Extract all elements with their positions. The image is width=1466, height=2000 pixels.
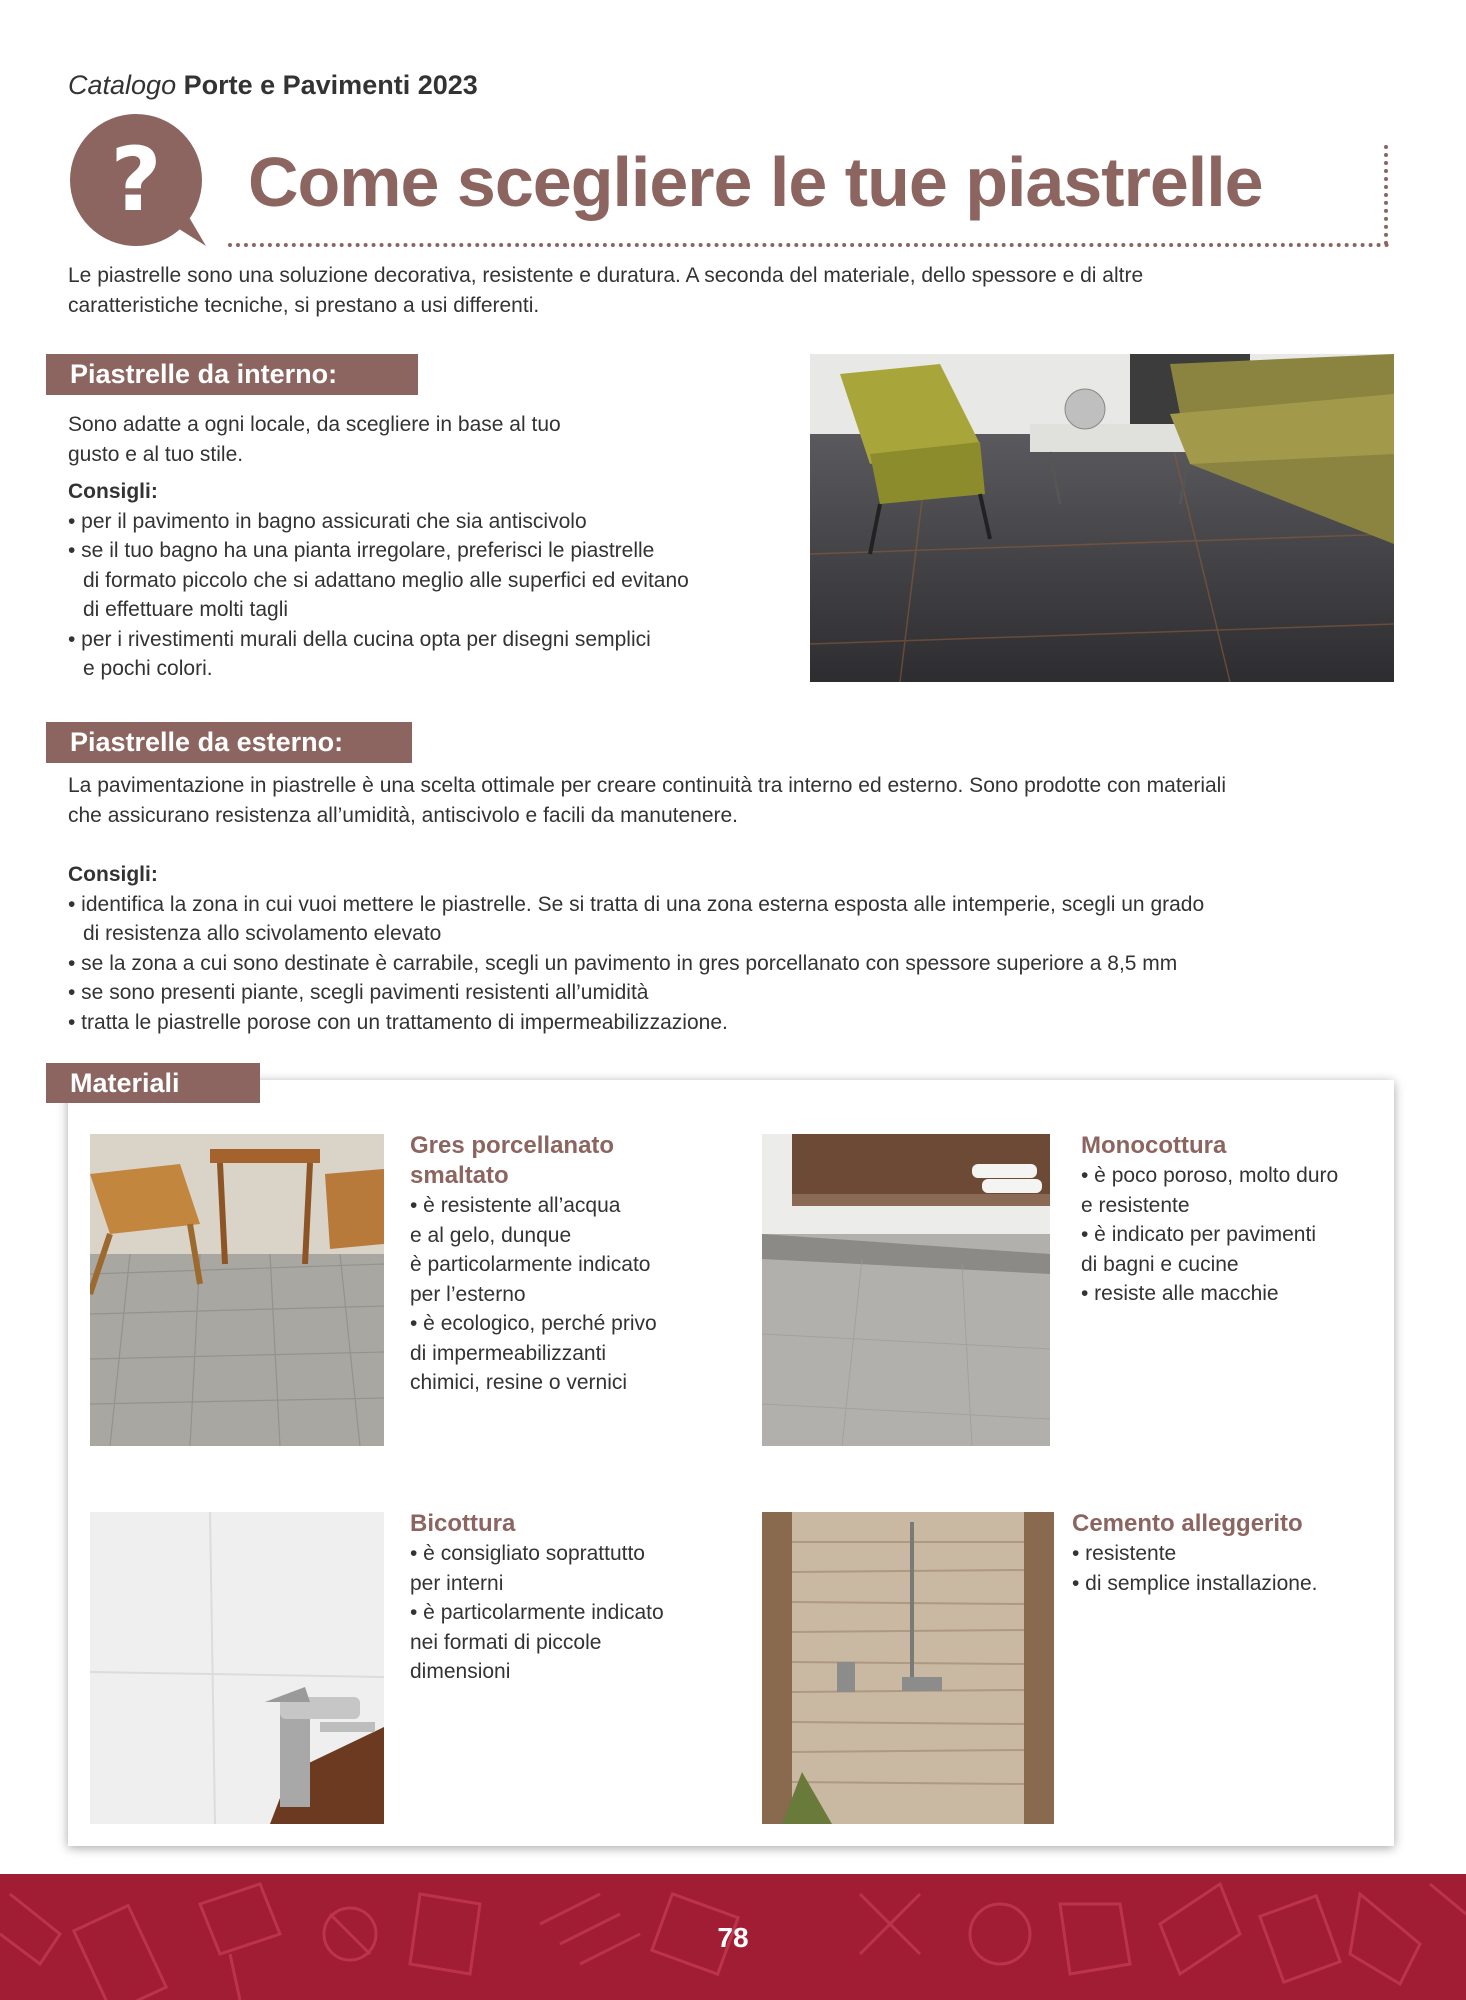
material-line: • di semplice installazione. (1072, 1571, 1318, 1595)
consigli-heading: Consigli: (68, 863, 158, 886)
interno-text (68, 410, 788, 684)
question-mark: ? (110, 128, 162, 231)
question-bubble-icon (68, 112, 208, 252)
material-line: • è poco poroso, molto duro (1081, 1164, 1339, 1187)
tip-line: • se la zona a cui sono destinate è carrabile, scegli un pavimento in gres porcellanato con spessore superiore a 8,5 mm (68, 951, 1178, 975)
living-room-tile-photo (810, 354, 1394, 682)
cemento-alleggerito-photo (762, 1512, 1054, 1824)
intro-text (68, 261, 1388, 321)
material-line: dimensioni (410, 1660, 511, 1683)
section-label-interno: Piastrelle da interno: (46, 354, 418, 394)
section-rule (46, 761, 412, 763)
tip-line: di effettuare molti tagli (83, 598, 289, 621)
tip-line: • identifica la zona in cui vuoi mettere le piastrelle. Se si tratta di una zona esterna esposta alle intemperie, scegli un grado (68, 892, 1205, 916)
gres-porcellanato-photo (90, 1134, 384, 1446)
material-title-line: Bicottura (410, 1510, 516, 1537)
material-line: • resistente (1072, 1542, 1177, 1565)
tip-item (68, 949, 1398, 979)
section-label-esterno: Piastrelle da esterno: (46, 722, 412, 762)
material-desc-cemento (1072, 1539, 1317, 1598)
material-line: per l’esterno (410, 1282, 526, 1306)
material-line: è particolarmente indicato (410, 1253, 651, 1276)
esterno-text (68, 771, 1398, 1037)
material-line: • è particolarmente indicato (410, 1601, 664, 1624)
material-line: nei formati di piccole (410, 1630, 602, 1654)
material-line: chimici, resine o vernici (410, 1371, 628, 1394)
interno-desc: gusto e al tuo stile. (68, 442, 244, 466)
catalog-prefix: Catalogo (68, 70, 177, 100)
tip-line: e pochi colori. (83, 657, 213, 680)
section-rule (46, 393, 418, 395)
section-label-materiali: Materiali (46, 1063, 260, 1103)
esterno-desc: che assicurano resistenza all’umidità, antiscivolo e facili da manutenere. (68, 803, 739, 827)
monocottura-photo (762, 1134, 1050, 1446)
material-desc-monocottura (1081, 1161, 1338, 1309)
page-title: Come scegliere le tue piastrelle (248, 143, 1263, 221)
tip-line: di resistenza allo scivolamento elevato (83, 922, 442, 945)
material-title-line: Gres porcellanato (410, 1132, 615, 1159)
material-title-bicottura (410, 1509, 515, 1539)
catalog-header (68, 70, 478, 101)
material-desc-bicottura (410, 1539, 664, 1687)
material-line: di impermeabilizzanti (410, 1341, 607, 1365)
material-title-line: Monocottura (1081, 1132, 1227, 1159)
bicottura-photo (90, 1512, 384, 1824)
material-title-gres (410, 1131, 614, 1191)
tip-item (68, 890, 1398, 949)
catalog-title: Porte e Pavimenti 2023 (183, 70, 478, 100)
intro-line: caratteristiche tecniche, si prestano a usi differenti. (68, 294, 540, 317)
material-title-line: Cemento alleggerito (1072, 1510, 1303, 1537)
material-line: e resistente (1081, 1193, 1190, 1217)
tip-line: • tratta le piastrelle porose con un trattamento di impermeabilizzazione. (68, 1010, 728, 1034)
material-line: per interni (410, 1571, 504, 1595)
material-title-line: smaltato (410, 1162, 509, 1189)
tip-item (68, 1008, 1398, 1038)
consigli-heading: Consigli: (68, 480, 158, 503)
esterno-desc: La pavimentazione in piastrelle è una scelta ottimale per creare continuità tra interno ed esterno. Sono prodotte con materiali (68, 774, 1227, 797)
material-line: • resiste alle macchie (1081, 1282, 1279, 1305)
material-line: di bagni e cucine (1081, 1252, 1239, 1276)
intro-line: Le piastrelle sono una soluzione decorativa, resistente e duratura. A seconda del materiale, dello spessore e di altre (68, 264, 1144, 287)
tip-item (68, 978, 1398, 1008)
material-desc-gres (410, 1191, 657, 1398)
tip-line: • se il tuo bagno ha una pianta irregolare, preferisci le piastrelle (68, 539, 655, 562)
page-number: 78 (717, 1922, 749, 1953)
tip-item (68, 625, 788, 684)
material-line: • è indicato per pavimenti (1081, 1223, 1316, 1246)
tip-line: di formato piccolo che si adattano meglio alle superfici ed evitano (83, 568, 689, 592)
material-title-monocottura (1081, 1131, 1226, 1161)
material-line: • è resistente all’acqua (410, 1194, 621, 1217)
tip-item (68, 536, 788, 625)
tip-line: • se sono presenti piante, scegli pavimenti resistenti all’umidità (68, 981, 649, 1004)
tip-line: • per i rivestimenti murali della cucina opta per disegni semplici (68, 627, 651, 651)
material-line: e al gelo, dunque (410, 1223, 572, 1247)
tip-item (68, 507, 788, 537)
interno-desc: Sono adatte a ogni locale, da scegliere in base al tuo (68, 413, 561, 436)
material-title-cemento (1072, 1509, 1303, 1539)
material-line: • è consigliato soprattutto (410, 1542, 645, 1565)
title-dotted-rule (228, 243, 1390, 247)
material-line: • è ecologico, perché privo (410, 1312, 657, 1335)
tip-line: • per il pavimento in bagno assicurati che sia antiscivolo (68, 509, 587, 533)
title-dotted-rule-vertical (1384, 145, 1388, 245)
